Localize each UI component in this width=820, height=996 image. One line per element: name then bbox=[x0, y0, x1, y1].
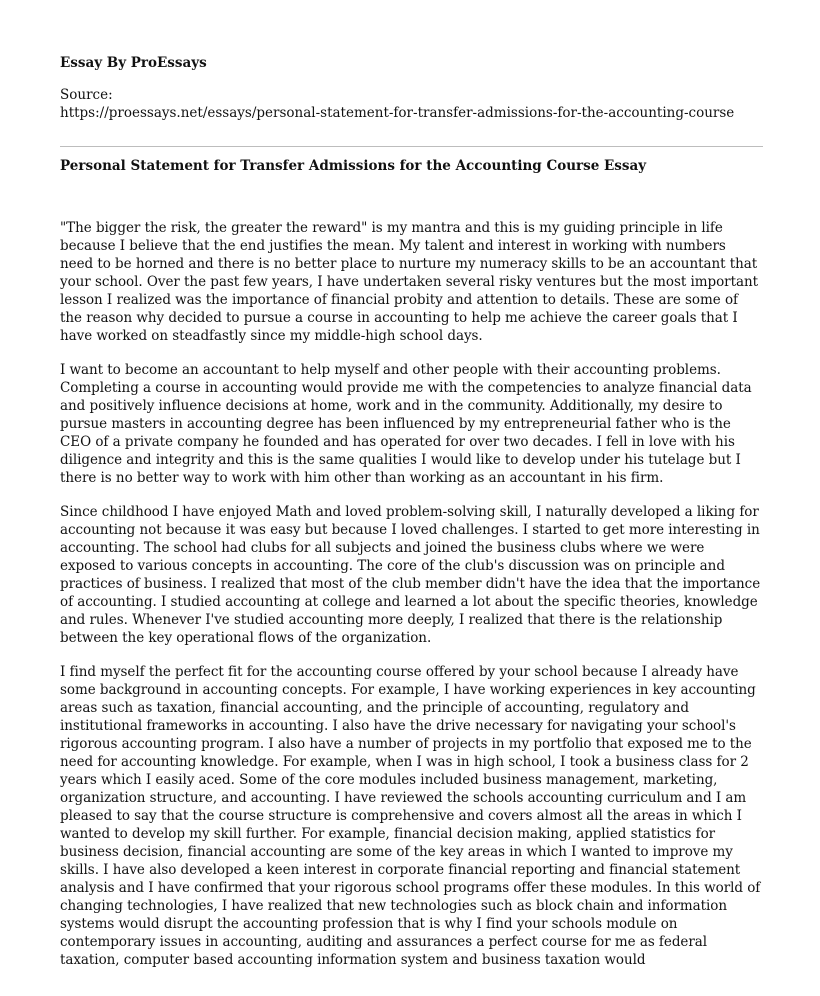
essay-title: Personal Statement for Transfer Admissions for the Accounting Course Essay bbox=[60, 158, 647, 174]
essay-paragraph-1: "The bigger the risk, the greater the reward" is my mantra and this is my guiding principle in life because I believe that the end justifies the mean. My talent and interest in working with numbers need to be horned and there is no better place to nurture my numeracy skills to be an accountant that your school. Over the past few years, I have undertaken several risky ventures but the most important lesson I realized was the importance of financial probity and attention to details. These are some of the reason why decided to pursue a course in accounting to help me achieve the career goals that I have worked on steadfastly since my middle-high school days. bbox=[60, 220, 758, 344]
essay-paragraph-2: I want to become an accountant to help myself and other people with their accounting problems. Completing a course in accounting would provide me with the competencies to analyze financial data and positively influence decisions at home, work and in the community. Additionally, my desire to pursue masters in accounting degree has been influenced by my entrepreneurial father who is the CEO of a private company he founded and has operated for over two decades. I fell in love with his diligence and integrity and this is the same qualities I would like to develop under his tutelage but I there is no better way to work with him other than working as an accountant in his firm. bbox=[60, 362, 752, 486]
essay-body bbox=[60, 219, 763, 985]
divider bbox=[60, 146, 763, 147]
brand-heading: Essay By ProEssays bbox=[60, 55, 207, 71]
source-url: https://proessays.net/essays/personal-statement-for-transfer-admissions-for-the-accounting-course bbox=[60, 105, 735, 121]
essay-paragraph-4: I find myself the perfect fit for the accounting course offered by your school because I already have some background in accounting concepts. For example, I have working experiences in key accounting areas such as taxation, financial accounting, and the principle of accounting, regulatory and institutional frameworks in accounting. I also have the drive necessary for navigating your school's rigorous accounting program. I also have a number of projects in my portfolio that exposed me to the need for accounting knowledge. For example, when I was in high school, I took a business class for 2 years which I easily aced. Some of the core modules included business management, marketing, organization structure, and accounting. I have reviewed the schools accounting curriculum and I am pleased to say that the course structure is comprehensive and covers almost all the areas in which I wanted to develop my skill further. For example, financial decision making, applied statistics for business decision, financial accounting are some of the key areas in which I wanted to improve my skills. I have also developed a keen interest in corporate financial reporting and financial statement analysis and I have confirmed that your rigorous school programs offer these modules. In this world of changing technologies, I have realized that new technologies such as block chain and information systems would disrupt the accounting profession that is why I find your schools module on contemporary issues in accounting, auditing and assurances a perfect course for me as federal taxation, computer based accounting information system and business taxation would bbox=[60, 664, 761, 968]
essay-paragraph-3: Since childhood I have enjoyed Math and loved problem-solving skill, I naturally developed a liking for accounting not because it was easy but because I loved challenges. I started to get more interesting in accounting. The school had clubs for all subjects and joined the business clubs where we were exposed to various concepts in accounting. The core of the club's discussion was on principle and practices of business. I realized that most of the club member didn't have the idea that the importance of accounting. I studied accounting at college and learned a lot about the specific theories, knowledge and rules. Whenever I've studied accounting more deeply, I realized that there is the relationship between the key operational flows of the organization. bbox=[60, 504, 761, 646]
source-label: Source: bbox=[60, 87, 113, 103]
